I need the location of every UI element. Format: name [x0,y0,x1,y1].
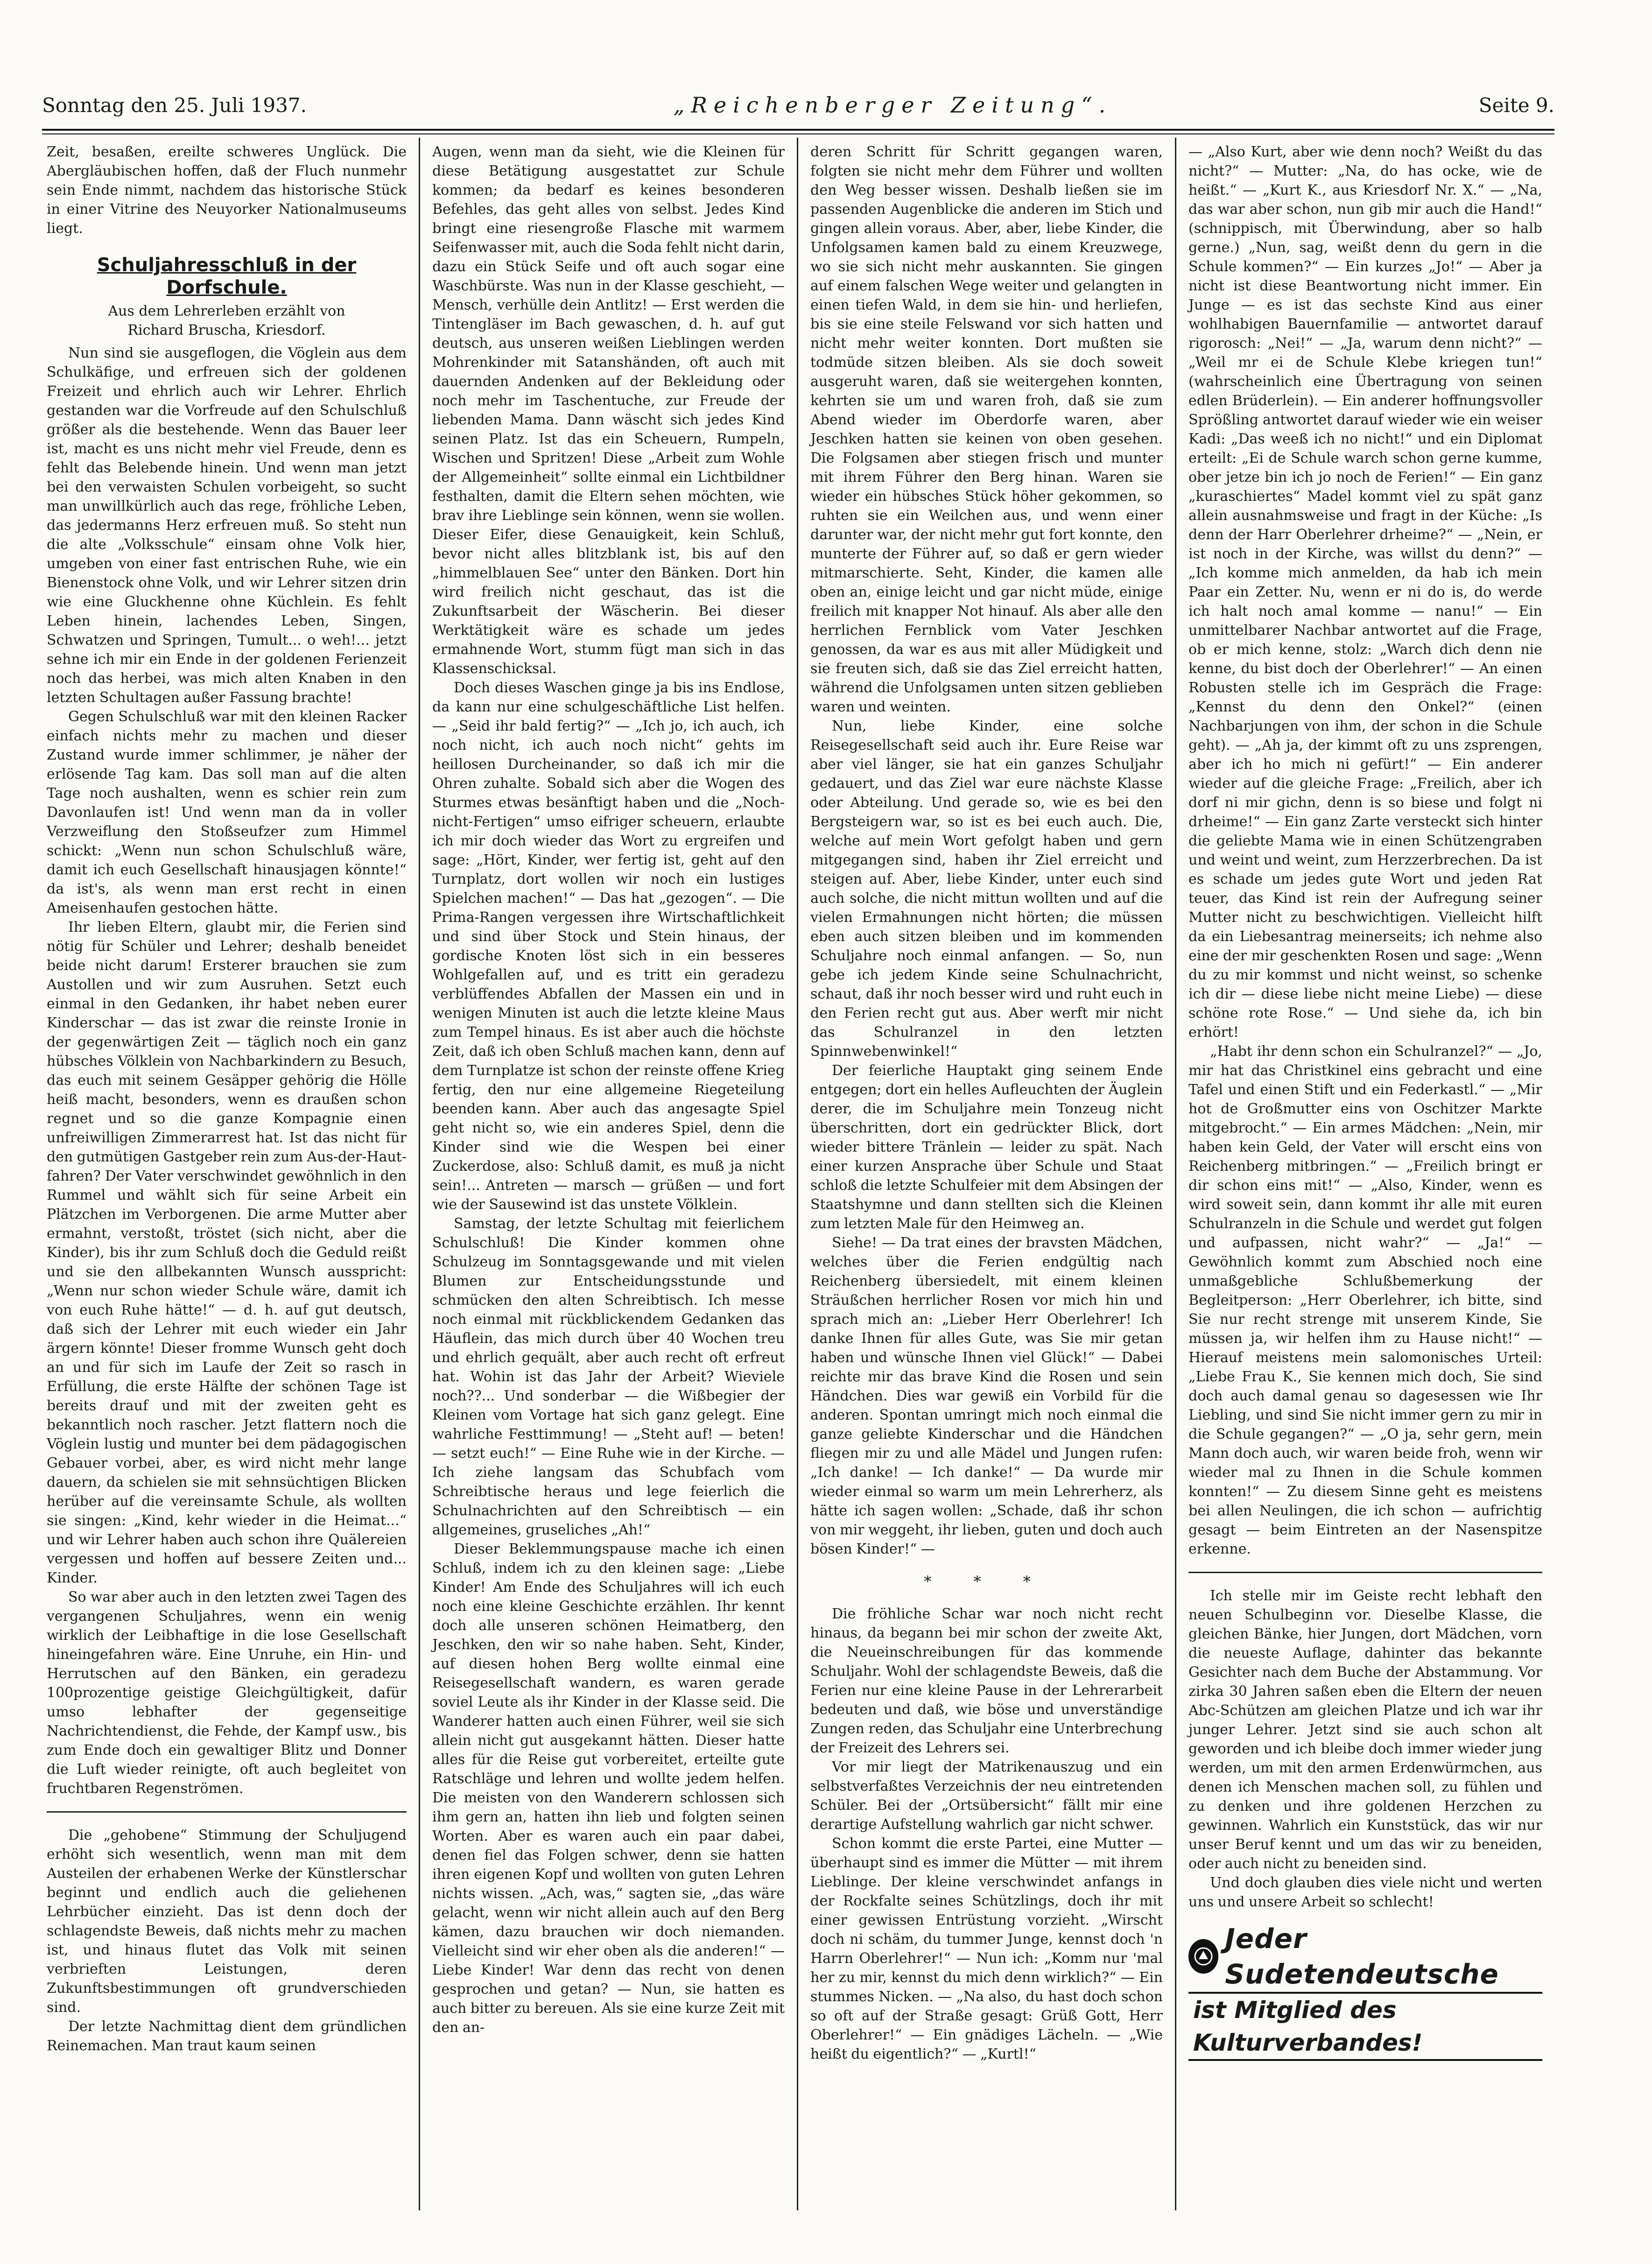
paragraph: Dieser Beklemmungspause mache ich einen Schluß, indem ich zu den kleinen sage: „Liebe Kinder! Am Ende des Schuljahres will ich euch noch eine kleine Geschichte erzählen. Ihr kennt doch alle unseren schönen Heimatberg, den Jeschken, den wir so nahe haben. Seht, Kinder, auf diesen hohen Berg wollte einmal eine Reisegesellschaft wandern, es waren gerade soviel Leute als ihr Kinder in der Klasse seid. Die Wanderer hatten auch einen Führer, weil sie sich allein nicht gut ausgekannt hätten. Dieser hatte alles für die Reise gut vorbereitet, erteilte gute Ratschläge und lehren und wollte jedem helfen. Die meisten von den Wanderern schlossen sich ihm gern an, hatten ihn lieb und folgten seinen Worten. Aber es waren auch ein paar dabei, denen fiel das Folgen schwer, denn sie hatten ihren eigenen Kopf und wollten von guten Lehren nichts wissen. „Ach, was,“ sagten sie, „das wäre gelacht, wenn wir nicht allein auch auf den Berg kämen, dazu brauchen wir doch niemanden. Vielleicht sind wir eher oben als die anderen!“ — Liebe Kinder! War denn das recht von denen gesprochen und getan? — Nun, sie hatten es auch bitter zu bereuen. Als sie eine kurze Zeit mit den an- [432,1541,785,2036]
header-rule [42,129,1554,131]
paragraph: Die fröhliche Schar war noch nicht recht hinaus, da begann bei mir schon der zweite Akt, die Neueinschreibungen für das kommende Schuljahr. Wohl der schlagendste Beweis, daß die Ferien nur eine kleine Pause in der Lehrerarbeit bedeuten und daß, wie böse und unverständige Zungen reden, das Schuljahr eine Unterbrechung der Freizeit des Lehrers sei. [810,1606,1163,1756]
newspaper-title: „Reichenberger Zeitung“. [673,92,1112,118]
advert-text-1: Jeder Sudetendeutsche [1225,1923,1499,1990]
article-headline: Schuljahresschluß in der Dorfschule. [97,254,357,298]
paragraph: Nun, liebe Kinder, eine solche Reisegesellschaft seid auch ihr. Eure Reise war aber viel länger, sie hat ein ganzes Schuljahr gedauert, und das Ziel war eure nächste Klasse oder Abteilung. Und gerade so, wie es bei den Bergsteigern war, so ist es bei euch auch. Die, welche auf mein Wort gefolgt haben und gern mitgegangen sind, haben ihr Ziel erreicht und steigen auf. Aber, liebe Kinder, unter euch sind auch solche, die nicht mittun wollten und auf die vielen Ermahnungen nicht hörten; die müssen eben auch sitzen bleiben und im kommenden Schuljahre noch einmal anfangen. — So, nun gebe ich jedem Kinde seine Schulnachricht, schaut, daß ihr noch besser wird und ruht euch in den Ferien recht gut aus. Aber werft mir nicht das Schulranzel in den letzten Spinnwebenwinkel!“ [810,718,1163,1060]
paragraph: Die „gehobene“ Stimmung der Schuljugend erhöht sich wesentlich, wenn man mit dem Austeilen der erhabenen Werke der Künstlerschar beginnt und endlich auch die geliehenen Lehrbücher einzieht. Das ist denn doch der schlagendste Beweis, daß nichts mehr zu machen ist, und hinaus flutet das Volk mit seinen verbrieften Leistungen, deren Zukunftsbestimmungen oft grundverschieden sind. [47,1827,407,2016]
section-stars: * * * [924,1573,1049,1590]
paragraph: Samstag, der letzte Schultag mit feierlichem Schulschluß! Die Kinder kommen ohne Schulzeug im Sonntagsgewande und mit vielen Blumen zur Entscheidungsstunde und schmücken den alten Schreibtisch. Ich messe noch einmal mit rückblickendem Gedanken das Häuflein, das mich durch über 40 Wochen treu und ehrlich gequält, aber auch recht oft erfreut hat. Wohin ist das Jahr der Arbeit? Wieviele noch??... Und sonderbar — die Wißbegier der Kleinen vom Vortage hat sich ganz gelegt. Eine wahrliche Festtimmung! — „Steht auf! — beten! — setzt euch!“ — Eine Ruhe wie in der Kirche. — Ich ziehe langsam das Schubfach vom Schreibtische heraus und lege feierlich die Schulnachrichten auf den Schreibtisch — ein allgemeines, gruseliches „Ah!“ [432,1216,785,1538]
paragraph: Schon kommt die erste Partei, eine Mutter — überhaupt sind es immer die Mütter — mit ihrem Lieblinge. Der kleine verschwindet anfangs in der Rockfalte seines Schützlings, doch ihr mit einer gewissen Entrüstung vorzieht. „Wirscht doch ni schäm, du tummer Junge, kennst doch 'n Harrn Oberlehrer!“ — Nun ich: „Komm nur 'mal her zu mir, kennst du mich denn wirklich?“ — Ein stummes Nicken. — „Na also, du hast doch schon so oft auf der Straße gesagt: Grüß Gott, Herr Oberlehrer!“ — Ein gnädiges Lächeln. — „Wie heißt du eigentlich?“ — „Kurtl!“ [810,1835,1163,2062]
column-3 [798,138,1176,2210]
article-columns [42,138,1554,2210]
paragraph: Zeit, besaßen, ereilte schweres Unglück. Die Abergläubischen hoffen, daß der Fluch nunmehr sein Ende nimmt, nachdem das historische Stück in einer Vitrine des Neuyorker Nationalmuseums liegt. [47,144,407,237]
paragraph: Ihr lieben Eltern, glaubt mir, die Ferien sind nötig für Schüler und Lehrer; deshalb beneidet beide nicht darum! Ersterer brauchen sie zum Austollen und wir zum Ausruhen. Setzt euch einmal in den Gedanken, ihr habet neben eurer Kinderschar — das ist zwar die reinste Ironie in der gegenwärtigen Zeit — täglich noch ein ganz hübsches Völklein von Nachbarkindern zu Besuch, das euch mit seinem Gesäpper gehörig die Hölle heiß macht, besonders, wenn es draußen schon regnet und so die ganze Kompagnie einen unfreiwilligen Zimmerarrest hat. Ist das nicht für den gutmütigen Gastgeber rein zum Aus-der-Haut-fahren? Der Vater verschwindet gewöhnlich in den Rummel und wählt sich für seine Arbeit ein Plätzchen im Verborgenen. Die arme Mutter aber ermahnt, verstoßt, tröstet (sich nicht, aber die Kinder), bis ihr zum Schluß doch die Geduld reißt und sie den allbekannten Wunsch ausspricht: „Wenn nur schon wieder Schule wäre, damit ich von euch Ruhe hätte!“ — d. h. auf gut deutsch, daß sich der Lehrer mit euch wieder ein Jahr ärgern könnte! Dieser fromme Wunsch geht doch an und für sich im Laufe der Zeit so rasch in Erfüllung, die erste Hälfte der schönen Tage ist bereits drauf und mit der zweiten geht es bekanntlich noch rascher. Jetzt flattern noch die Vöglein lustig und munter bei dem pädagogischen Gebauer vorbei, aber, es wird nicht mehr lange dauern, da schielen sie mit sehnsüchtigen Blicken herüber auf die vereinsamte Schule, als wollten sie singen: „Kind, kehr wieder in die Heimat...“ und wir Lehrer haben auch schon ihre Quälereien vergessen und hoffen auf bessere Zeiten und... Kinder. [47,919,407,1586]
kulturverband-emblem-icon [1188,1939,1218,1974]
page-number: Seite 9. [1478,93,1554,117]
article-byline [47,302,407,340]
section-divider [1188,1572,1542,1573]
advert-line-2: ist Mitglied des Kulturverbandes! [1188,1992,1542,2061]
column-1 [42,138,420,2210]
byline-author: Richard Bruscha, Kriesdorf. [127,322,326,338]
header-date: Sonntag den 25. Juli 1937. [42,93,307,117]
paragraph: Vor mir liegt der Matrikenauszug und ein selbstverfaßtes Verzeichnis der neu eintretenden Schüler. Bei der „Ortsübersicht“ fällt mir eine derartige Aufstellung wahrlich gar nicht schwer. [810,1759,1163,1833]
paragraph: deren Schritt für Schritt gegangen waren, folgten sie nicht mehr dem Führer und wollten den Weg besser wissen. Deshalb ließen sie im passenden Augenblicke die anderen im Stich und gingen allein voraus. Aber, aber, liebe Kinder, die Unfolgsamen kamen bald zu einem Kreuzwege, wo sie sich nicht mehr auskannten. Sie gingen auf einem falschen Wege weiter und gelangten in einen tiefen Wald, in dem sie hin- und herliefen, bis sie eine steile Felswand vor sich hatten und nicht mehr weiter konnten. Dort mußten sie todmüde sitzen bleiben. Als sie doch soweit ausgeruht waren, daß sie weitergehen konnten, kehrten sie um und waren froh, daß sie zum Abend wieder im Oberdorfe waren, aber Jeschken hatten sie keinen von oben gesehen. Die Folgsamen aber stiegen frisch und munter mit ihrem Führer den Berg hinan. Waren sie wieder ein hübsches Stück höher gekommen, so ruhten sie ein Weilchen aus, und wenn einer darunter war, der nicht mehr gut fort konnte, den munterte der Führer auf, so daß er gern wieder mitmarschierte. Seht, Kinder, die kamen alle oben an, einige leicht und gar nicht müde, einige freilich mit knapper Not hinauf. Als aber alle den herrlichen Fernblick vom Vater Jeschken genossen, da war es aus mit aller Müdigkeit und sie freuten sich, daß sie das Ziel erreicht hatten, während die Unfolgsamen unten sitzen geblieben waren und weinten. [810,144,1163,715]
newspaper-page [42,84,1554,2213]
paragraph: Augen, wenn man da sieht, wie die Kleinen für diese Betätigung ausgestattet zur Schule kommen; da bedarf es keines besonderen Befehles, das geht alles von selbst. Jedes Kind bringt eine riesengroße Flasche mit warmem Seifenwasser mit, auch die Soda fehlt nicht darin, dazu ein Stück Seife und oft auch sogar eine Waschbürste. Was nun in der Klasse geschieht, — Mensch, verhülle dein Antlitz! — Erst werden die Tintengläser im Bach gewaschen, d. h. auf gut deutsch, aus unseren weißen Lieblingen werden Mohrenkinder mit Satanshänden, oft auch mit dauernden Andenken auf der Bekleidung oder noch mehr im Taschentuche, zur Freude der liebenden Mama. Dann wäscht sich jedes Kind seinen Platz. Ist das ein Scheuern, Rumpeln, Wischen und Spritzen! Diese „Arbeit zum Wohle der Allgemeinheit“ sollte einmal ein Lichtbildner festhalten, damit die Eltern sehen möchten, wie brav ihre Lieblinge sein können, wenn sie wollen. Dieser Eifer, diese Genauigkeit, kein Schluß, bevor nicht alles blitzblank ist, bis auf den „himmelblauen See“ unter den Bänken. Dort hin wird freilich nicht geschaut, das ist die Zukunftsarbeit der Wäscherin. Bei dieser Werktätigkeit wäre es schade um jedes ermahnende Wort, stumm fügt man sich in das Klassenschicksal. [432,144,785,677]
paragraph: — „Also Kurt, aber wie denn noch? Weißt du das nicht?“ — Mutter: „Na, do has ocke, wie de heißt.“ — „Kurt K., aus Kriesdorf Nr. X.“ — „Na, das war aber schon, nun gib mir auch die Hand!“ (schnippisch, mit Überwindung, aber so halb gerne.) „Nun, sag, weißt denn du gern in die Schule kommen?“ — Ein kurzes „Jo!“ — Aber ja nicht ist diese Beantwortung nicht immer. Ein Junge — es ist das sechste Kind aus einer wohlhabigen Bauernfamilie — antwortet darauf rigorosch: „Nei!“ — „Ja, warum denn nicht?“ — „Weil mr ei de Schule Klebe kriegen tun!“ (wahrscheinlich eine Übertragung von seinen edlen Brüderlein). — Ein anderer hoffnungsvoller Sprößling antwortet darauf wieder wie ein weiser Kadi: „Das weeß ich no nicht!“ und ein Diplomat erteilt: „Ei de Schule warch schon gerne kumme, ober jetze bin ich jo noch de Ferien!“ — Ein ganz „kuraschiertes“ Madel kommt viel zu spät ganz allein ausnahmsweise und fragt in der Küche: „Is denn der Harr Oberlehrer drheime?“ — „Nein, er ist noch in der Kirche, was willst du denn?“ — „Ich komme mich anmelden, da hab ich mein Paar ein Zetter. Nu, wenn er ni do is, do werde ich halt noch amal komme — nanu!“ — Ein unmittelbarer Nachbar antwortet auf die Frage, ob er mich kenne, stolz: „Warch dich denn nie kenne, du bist doch der Oberlehrer!“ — An einen Robusten stelle ich im Gespräch die Frage: „Kennst du denn den Onkel?“ (einen Nachbarjungen von ihm, der schon in die Schule geht). — „Ah ja, der kimmt oft zu uns zsprengen, aber ich ho mich ni gefürt!“ — Ein anderer wieder auf die gleiche Frage: „Freilich, aber ich dorf ni mir gichn, denn is so biese und folgt ni drheime!“ — Ein ganz Zarte versteckt sich hinter die geliebte Mama wie in einen Schützengraben und weint und weint, zum Herzzerbrechen. Da ist es schade um jedes gute Wort und jeden Rat teuer, das Kind ist rein der Aufregung seiner Mutter nicht zu beschwichtigen. Vielleicht hilft da ein Liebesantrag meinerseits; ich nehme also eine der mir geschenkten Rosen und sage: „Wenn du zu mir kommst und nicht weinst, so schenke ich dir — diese liebe nicht meine Liebe) — diese schöne rote Rose.“ — Und siehe da, ich bin erhört! [1188,144,1542,1041]
column-2 [420,138,798,2210]
paragraph: Der letzte Nachmittag dient dem gründlichen Reinemachen. Man traut kaum seinen [47,2018,407,2054]
advert-line-1 [1188,1921,1542,1992]
paragraph: So war aber auch in den letzten zwei Tagen des vergangenen Schuljahres, wenn ein wenig wirklich der Leibhaftige in die lose Gesellschaft hineingefahren wäre. Eine Unruhe, ein Hin- und Herrutschen auf den Bänken, ein geradezu 100prozentige geistige Gleichgültigkeit, dafür umso lebhafter der gegenseitige Nachrichtendienst, die Fehde, der Kampf usw., bis zum Ende doch ein gewaltiger Blitz und Donner die Luft wieder reinigte, oft auch begleitet von fruchtbaren Regenströmen. [47,1589,407,1797]
column-4 [1176,138,1554,2210]
paragraph: Gegen Schulschluß war mit den kleinen Racker einfach nichts mehr zu machen und dieser Zustand wurde immer schlimmer, je näher der erlösende Tag kam. Das soll man auf die alten Tage noch aushalten, wenn es schier rein zum Davonlaufen ist! Und wenn man da in voller Verzweiflung den Stoßseufzer zum Himmel schickt: „Wenn nun schon Schulschluß wäre, damit ich euch Gesellschaft hinausjagen könnte!“ da ist's, als wenn man erst recht in einen Ameisenhaufen gestochen hätte. [47,709,407,916]
paragraph: Ich stelle mir im Geiste recht lebhaft den neuen Schulbeginn vor. Dieselbe Klasse, die gleichen Bänke, hier Jungen, dort Mädchen, vorn die neueste Auflage, dahinter das bekannte Gesichter nach dem Buche der Abstammung. Vor zirka 30 Jahren saßen eben die Eltern der neuen Abc-Schützen am gleichen Platze und ich war ihr junger Lehrer. Jetzt sind sie auch schon alt geworden und ich bleibe doch immer wieder jung werden, um mit den armen Erdenwürmchen, aus denen ich Menschen machen soll, zu fühlen und zu denken und ihre goldenen Herzchen zu gewinnen. Wahrlich ein Kunststück, das wir nur unser Beruf kennt und um das wir zu beneiden, oder auch nicht zu beneiden sind. [1188,1588,1542,1872]
paragraph: Siehe! — Da trat eines der bravsten Mädchen, welches über die Ferien endgültig nach Reichenberg übersiedelt, mit einem kleinen Sträußchen herrlicher Rosen vor mich hin und sprach mich an: „Lieber Herr Oberlehrer! Ich danke Ihnen für alles Gute, was Sie mir getan haben und wünsche Ihnen viel Glück!“ — Dabei reichte mir das brave Kind die Rosen und sein Händchen. Dies war gewiß ein Vorbild für die anderen. Spontan umringt mich noch einmal die ganze geliebte Kinderschar und die Händchen fliegen mir zu und alle Mädel und Jungen rufen: „Ich danke! — Ich danke!“ — Da wurde mir wieder einmal so warm um mein Lehrerherz, als hätte ich sagen wollen: „Schade, daß ihr schon von mir weggeht, ihr lieben, guten und doch auch bösen Kinder!“ — [810,1235,1163,1557]
paragraph: Nun sind sie ausgeflogen, die Vöglein aus dem Schulkäfige, und erfreuen sich der goldenen Freizeit und ehrlich auch wir Lehrer. Ehrlich gestanden war die Vorfreude auf den Schulschluß größer als die bestehende. Wenn das Bauer leer ist, macht es uns nicht mehr viel Freude, denn es fehlt das Belebende hinein. Und wenn man jetzt bei den verwaisten Schulen vorbeigeht, so sucht man unwillkürlich auch das rege, fröhliche Leben, das jedermanns Herz erfreuen muß. So steht nun die alte „Volksschule“ einsam ohne Volk hier, umgeben von einer fast entrischen Ruhe, wie ein Bienenstock ohne Volk, und wir Lehrer sitzen drin wie eine Gluckhenne ohne Küchlein. Es fehlt Leben hinein, lachendes Leben, Singen, Schwatzen und Springen, Tumult... o weh!... jetzt sehne ich mir ein Ende in der goldenen Ferienzeit noch das herbei, was mich alten Knaben in den letzten Schultagen außer Fassung brachte! [47,345,407,706]
byline-text: Aus dem Lehrerleben erzählt von [108,303,345,319]
section-divider [47,1811,407,1813]
paragraph: Der feierliche Hauptakt ging seinem Ende entgegen; dort ein helles Aufleuchten der Äuglein derer, die im Schuljahre mein Tonzeug nicht überschritten, dort ein gedrückter Blick, dort wieder bittere Tränlein — leider zu spät. Nach einer kurzen Ansprache über Schule und Staat schloß die letzte Schulfeier mit dem Absingen der Staatshymne und dann stellten sich die Kleinen zum letzten Male für den Heimweg an. [810,1062,1163,1232]
page-header [42,84,1554,126]
paragraph: Doch dieses Waschen ginge ja bis ins Endlose, da kann nur eine schulgeschäftliche List helfen. — „Seid ihr bald fertig?“ — „Ich jo, ich auch, ich noch nicht, ich auch noch nicht“ gehts im heillosen Durcheinander, so daß ich mir die Ohren zuhalte. Sobald sich aber die Wogen des Sturmes etwas besänftigt haben und die „Noch-nicht-Fertigen“ umso eifriger scheuern, erlaubte ich mir doch wieder das Wort zu ergreifen und sage: „Hört, Kinder, wer fertig ist, geht auf den Turnplatz, dort wollen wir noch ein lustiges Spielchen machen!“ — Das hat „gezogen“. — Die Prima-Rangen vergessen ihre Wirtschaftlichkeit und sind über Stock und Stein hinaus, der gordische Knoten löst sich in ein besseres Wohlgefallen auf, und es tritt ein geradezu verblüffendes Abfallen der Massen ein und in wenigen Minuten ist auch die letzte kleine Maus zum Tempel hinaus. Es ist aber auch die höchste Zeit, daß ich oben Schluß machen kann, denn auf dem Turnplatze ist schon der reinste offene Krieg fertig, den nur eine allgemeine Riegeteilung beenden kann. Aber auch das angesagte Spiel geht nicht so, wie ein anderes Spiel, denn die Kinder sind wie die Wespen bei einer Zuckerdose, also: Schluß damit, es muß ja nicht sein!... Antreten — marsch — grüßen — und fort wie der Sausewind ist das unstete Völklein. [432,680,785,1213]
paragraph: Und doch glauben dies viele nicht und werten uns und unsere Arbeit so schlecht! [1188,1875,1542,1910]
kulturverband-advertisement [1188,1923,1542,2056]
paragraph: „Habt ihr denn schon ein Schulranzel?“ — „Jo, mir hat das Christkinel eins gebracht und eine Tafel und einen Stift und ein Federkastl.“ — „Mir hot de Großmutter eins von Oschitzer Markte mitgebrocht.“ — Ein armes Mädchen: „Nein, mir haben kein Geld, der Vater will erscht eins von Reichenberg mitbringen.“ — „Freilich bringt er dir schon eins mit!“ — „Also, Kinder, wenn es wird soweit sein, dann kommt ihr alle mit euren Schulranzeln in die Schule und werdet gut folgen und aufpassen, nicht wahr?“ — „Ja!“ — Gewöhnlich kommt zum Abschied noch eine unmaßgebliche Schlußbemerkung der Begleitperson: „Herr Oberlehrer, ich bitte, sind Sie nur recht strenge mit unserem Kinde, Sie müssen ja, wir helfen ihm zu Hause nicht!“ — Hierauf meistens mein salomonisches Urteil: „Liebe Frau K., Sie kennen mich doch, Sie sind doch auch damal genau so dagesessen wie Ihr Liebling, und sind Sie nicht immer gern zu mir in die Schule gegangen?“ — „O ja, sehr gern, mein Mann doch auch, wir waren beide froh, wenn wir wieder mal zu Ihnen in die Schule kommen konnten!“ — Zu diesem Sinne geht es meistens bei allen Neulingen, die ich schon — aufrichtig gesagt — beim Eintreten an der Nasenspitze erkenne. [1188,1043,1542,1557]
